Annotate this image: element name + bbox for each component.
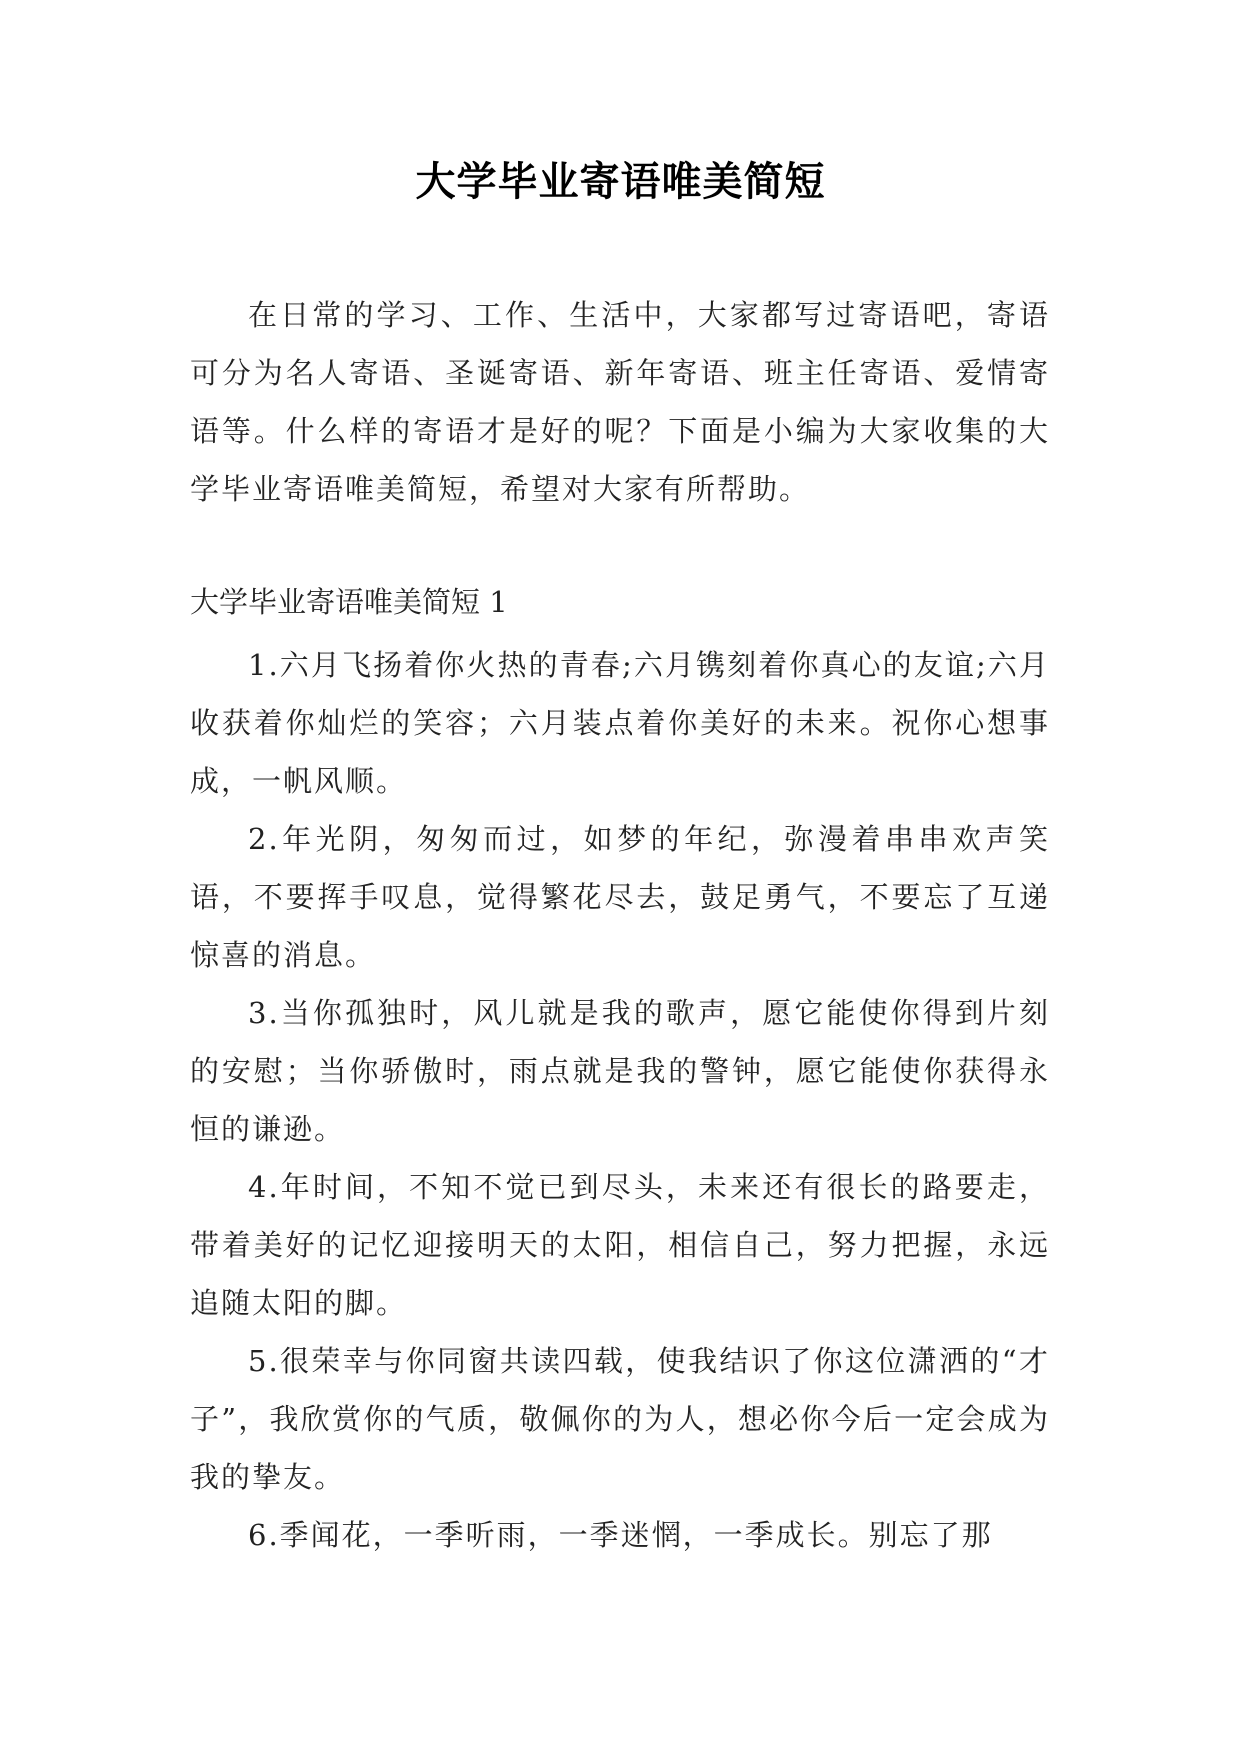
item-list [190, 636, 1050, 1564]
list-item: 4.年时间，不知不觉已到尽头，未来还有很长的路要走，带着美好的记忆迎接明天的太阳，相信自己，努力把握，永远追随太阳的脚。 [190, 1170, 1050, 1320]
document-title: 大学毕业寄语唯美简短 [415, 159, 826, 205]
list-item: 2.年光阴，匆匆而过，如梦的年纪，弥漫着串串欢声笑语，不要挥手叹息，觉得繁花尽去，鼓足勇气，不要忘了互递惊喜的消息。 [190, 822, 1050, 972]
list-item: 5.很荣幸与你同窗共读四载，使我结识了你这位潇洒的“才子”，我欣赏你的气质，敬佩你的为人，想必你今后一定会成为我的挚友。 [190, 1344, 1050, 1494]
list-item: 6.季闻花，一季听雨，一季迷惘，一季成长。别忘了那 [248, 1518, 993, 1552]
intro-paragraph [190, 286, 1050, 518]
intro-text: 在日常的学习、工作、生活中，大家都写过寄语吧，寄语可分为名人寄语、圣诞寄语、新年寄语、班主任寄语、爱情寄语等。什么样的寄语才是好的呢？下面是小编为大家收集的大学毕业寄语唯美简短，希望对大家有所帮助。 [190, 298, 1050, 506]
section-heading: 大学毕业寄语唯美简短 1 [190, 585, 508, 619]
list-item: 3.当你孤独时，风儿就是我的歌声，愿它能使你得到片刻的安慰；当你骄傲时，雨点就是我的警钟，愿它能使你获得永恒的谦逊。 [190, 996, 1050, 1146]
list-item: 1.六月飞扬着你火热的青春;六月镌刻着你真心的友谊;六月收获着你灿烂的笑容；六月装点着你美好的未来。祝你心想事成，一帆风顺。 [190, 648, 1050, 798]
